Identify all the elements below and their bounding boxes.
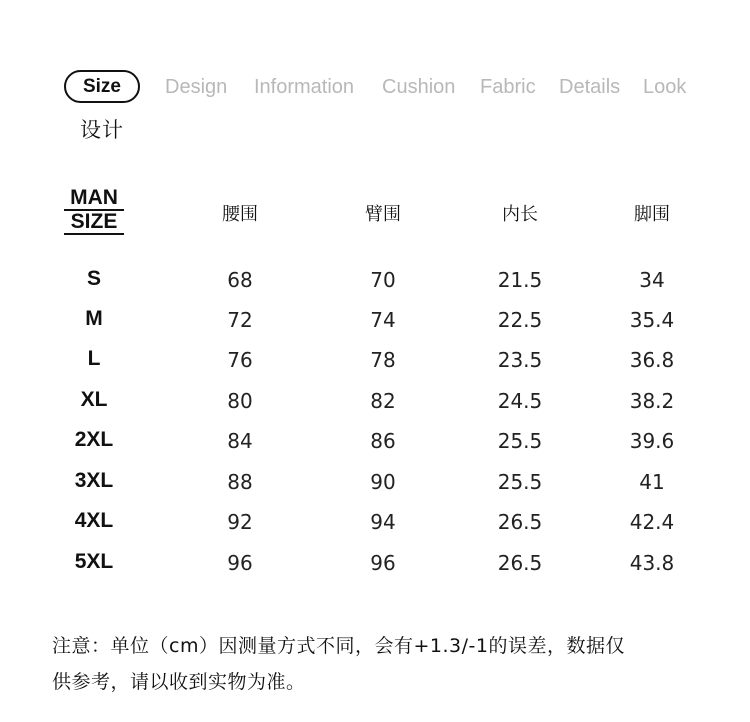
table-cell: 26.5 [497, 551, 543, 575]
table-cell: 96 [227, 551, 253, 575]
table-cell: 42.4 [629, 510, 675, 534]
note-line-2: 供参考，请以收到实物为准。 [52, 671, 306, 693]
table-cell: 92 [227, 510, 253, 534]
table-cell: 78 [370, 348, 396, 372]
table-cell: 80 [227, 389, 253, 413]
table-corner-label [64, 187, 124, 235]
note-line-1: 注意：单位（cm）因测量方式不同，会有+1.3/-1的误差，数据仅 [52, 635, 625, 657]
table-cell: 90 [370, 470, 396, 494]
table-cell: 86 [370, 429, 396, 453]
table-cell: 72 [227, 308, 253, 332]
column-header-inseam: 内长 [502, 204, 538, 225]
table-cell: 94 [370, 510, 396, 534]
table-cell: 82 [370, 389, 396, 413]
column-header-waist: 腰围 [222, 204, 258, 225]
table-cell: 84 [227, 429, 253, 453]
table-cell: 74 [370, 308, 396, 332]
column-header-ankle: 脚围 [634, 204, 670, 225]
column-header-arm: 臂围 [365, 204, 401, 225]
corner-label-man: MAN [64, 187, 124, 211]
table-cell: 88 [227, 470, 253, 494]
table-cell: 25.5 [497, 429, 543, 453]
table-cell: 21.5 [497, 268, 543, 292]
section-subtitle: 设计 [80, 118, 124, 142]
measurement-note [52, 628, 712, 700]
tab-cushion[interactable]: Cushion [382, 76, 456, 98]
table-cell: 76 [227, 348, 253, 372]
table-cell: 26.5 [497, 510, 543, 534]
table-cell: 24.5 [497, 389, 543, 413]
row-size-label: 3XL [74, 469, 114, 492]
section-tabs [64, 70, 724, 106]
row-size-label: XL [80, 388, 108, 411]
tab-fabric[interactable]: Fabric [480, 76, 536, 98]
tab-design[interactable]: Design [165, 76, 228, 98]
table-cell: 35.4 [629, 308, 675, 332]
tab-information[interactable]: Information [254, 76, 355, 98]
tab-size[interactable]: Size [64, 70, 140, 103]
row-size-label: S [86, 267, 102, 290]
table-cell: 70 [370, 268, 396, 292]
table-cell: 96 [370, 551, 396, 575]
table-cell: 39.6 [629, 429, 675, 453]
corner-label-size: SIZE [64, 211, 124, 235]
tab-look[interactable]: Look [643, 76, 687, 98]
table-cell: 43.8 [629, 551, 675, 575]
row-size-label: 5XL [74, 550, 114, 573]
row-size-label: 2XL [74, 428, 114, 451]
table-cell: 36.8 [629, 348, 675, 372]
row-size-label: M [85, 307, 103, 330]
table-cell: 22.5 [497, 308, 543, 332]
row-size-label: 4XL [74, 509, 114, 532]
tab-details[interactable]: Details [559, 76, 621, 98]
table-cell: 25.5 [497, 470, 543, 494]
table-cell: 38.2 [629, 389, 675, 413]
table-cell: 34 [639, 268, 665, 292]
table-cell: 68 [227, 268, 253, 292]
table-cell: 41 [639, 470, 665, 494]
table-cell: 23.5 [497, 348, 543, 372]
row-size-label: L [87, 347, 101, 370]
